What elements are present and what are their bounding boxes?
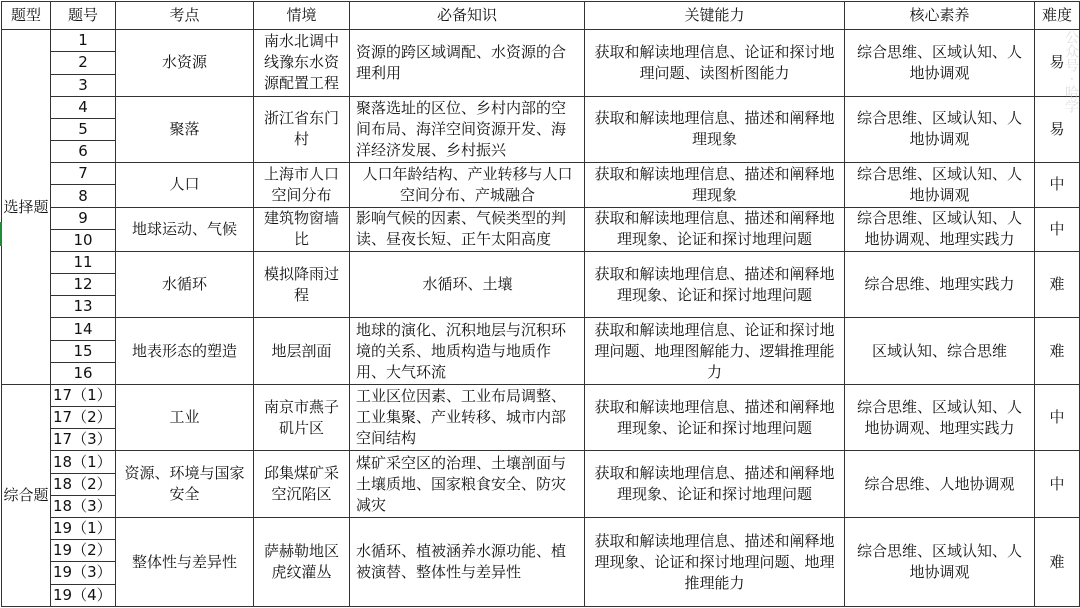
literacy-cell: 综合思维、区域认知、人地协调观、地理实践力	[845, 207, 1035, 251]
question-number: 18（3）	[51, 495, 116, 517]
topic-cell: 聚落	[116, 96, 254, 163]
question-number: 17（1）	[51, 384, 116, 406]
context-cell: 南水北调中线豫东水资源配置工程	[254, 30, 350, 97]
ability-cell: 获取和解读地理信息、描述和阐释地理现象、论证和探讨地理问题、地理推理能力	[585, 518, 845, 607]
knowledge-cell: 地球的演化、沉积地层与沉积环境的关系、地质构造与地质作用、大气环流	[350, 318, 585, 385]
topic-cell: 资源、环境与国家安全	[116, 451, 254, 518]
topic-cell: 水循环	[116, 251, 254, 318]
literacy-cell: 综合思维、区域认知、人地协调观	[845, 96, 1035, 163]
question-type-choice: 选择题	[2, 30, 51, 385]
table-row	[2, 451, 1080, 473]
question-number: 18（1）	[51, 451, 116, 473]
exam-analysis-table	[1, 1, 1080, 607]
question-number: 8	[51, 185, 116, 207]
ability-cell: 获取和解读地理信息、描述和阐释地理现象、论证和探讨地理问题	[585, 251, 845, 318]
question-number: 17（3）	[51, 429, 116, 451]
ability-cell: 获取和解读地理信息、论证和探讨地理问题、地理图解能力、逻辑推理能力	[585, 318, 845, 385]
table-row	[2, 163, 1080, 185]
question-number: 19（2）	[51, 540, 116, 562]
question-number: 17（2）	[51, 407, 116, 429]
topic-cell: 地表形态的塑造	[116, 318, 254, 385]
topic-cell: 整体性与差异性	[116, 518, 254, 607]
ability-cell: 获取和解读地理信息、描述和阐释地理现象、论证和探讨地理问题	[585, 384, 845, 451]
difficulty-cell: 难	[1035, 251, 1080, 318]
difficulty-cell: 中	[1035, 384, 1080, 451]
question-number: 4	[51, 96, 116, 118]
difficulty-cell: 中	[1035, 163, 1080, 207]
difficulty-cell: 中	[1035, 207, 1080, 251]
literacy-cell: 区域认知、综合思维	[845, 318, 1035, 385]
question-number: 11	[51, 251, 116, 273]
knowledge-cell: 煤矿采空区的治理、土壤剖面与土壤质地、国家粮食安全、防灾减灾	[350, 451, 585, 518]
difficulty-cell: 难	[1035, 518, 1080, 607]
context-cell: 南京市燕子矶片区	[254, 384, 350, 451]
table-row	[2, 30, 1080, 52]
question-number: 12	[51, 274, 116, 296]
difficulty-cell: 易	[1035, 30, 1080, 97]
topic-cell: 工业	[116, 384, 254, 451]
question-number: 19（3）	[51, 562, 116, 584]
question-number: 5	[51, 118, 116, 140]
question-number: 15	[51, 340, 116, 362]
header-literacy: 核心素养	[845, 2, 1035, 30]
question-number: 9	[51, 207, 116, 229]
topic-cell: 水资源	[116, 30, 254, 97]
header-number: 题号	[51, 2, 116, 30]
table-row	[2, 96, 1080, 118]
question-number: 19（4）	[51, 584, 116, 606]
header-context: 情境	[254, 2, 350, 30]
table-row	[2, 251, 1080, 273]
question-number: 14	[51, 318, 116, 340]
literacy-cell: 综合思维、区域认知、人地协调观、地理实践力	[845, 384, 1035, 451]
knowledge-cell: 人口年龄结构、产业转移与人口空间分布、产城融合	[350, 163, 585, 207]
question-number: 3	[51, 74, 116, 96]
question-number: 6	[51, 141, 116, 163]
context-cell: 萨赫勒地区虎纹灌丛	[254, 518, 350, 607]
table-row	[2, 207, 1080, 229]
difficulty-cell: 中	[1035, 451, 1080, 518]
difficulty-cell: 易	[1035, 96, 1080, 163]
header-row	[2, 2, 1080, 30]
question-number: 18（2）	[51, 473, 116, 495]
literacy-cell: 综合思维、区域认知、人地协调观	[845, 163, 1035, 207]
literacy-cell: 综合思维、人地协调观	[845, 451, 1035, 518]
question-number: 7	[51, 163, 116, 185]
literacy-cell: 综合思维、区域认知、人地协调观	[845, 30, 1035, 97]
context-cell: 浙江省东门村	[254, 96, 350, 163]
header-type: 题型	[2, 2, 51, 30]
literacy-cell: 综合思维、地理实践力	[845, 251, 1035, 318]
topic-cell: 人口	[116, 163, 254, 207]
ability-cell: 获取和解读地理信息、描述和阐释地理现象	[585, 96, 845, 163]
table-row	[2, 318, 1080, 340]
knowledge-cell: 水循环、土壤	[350, 251, 585, 318]
question-number: 16	[51, 362, 116, 384]
difficulty-cell: 难	[1035, 318, 1080, 385]
table-row	[2, 384, 1080, 406]
table-row	[2, 518, 1080, 540]
header-difficulty: 难度	[1035, 2, 1080, 30]
header-topic: 考点	[116, 2, 254, 30]
ability-cell: 获取和解读地理信息、描述和阐释地理现象、论证和探讨地理问题	[585, 207, 845, 251]
topic-cell: 地球运动、气候	[116, 207, 254, 251]
ability-cell: 获取和解读地理信息、描述和阐释地理现象	[585, 163, 845, 207]
literacy-cell: 综合思维、区域认知、人地协调观	[845, 518, 1035, 607]
question-number: 19（1）	[51, 518, 116, 540]
question-number: 1	[51, 30, 116, 52]
knowledge-cell: 聚落选址的区位、乡村内部的空间布局、海洋空间资源开发、海洋经济发展、乡村振兴	[350, 96, 585, 163]
watermark: 公众号 · 哈学	[1063, 30, 1079, 114]
question-number: 10	[51, 229, 116, 251]
question-number: 13	[51, 296, 116, 318]
knowledge-cell: 工业区位因素、工业布局调整、工业集聚、产业转移、城市内部空间结构	[350, 384, 585, 451]
question-type-comprehensive: 综合题	[2, 384, 51, 606]
context-cell: 模拟降雨过程	[254, 251, 350, 318]
ability-cell: 获取和解读地理信息、描述和阐释地理现象、论证和探讨地理问题	[585, 451, 845, 518]
knowledge-cell: 水循环、植被涵养水源功能、植被演替、整体性与差异性	[350, 518, 585, 607]
context-cell: 邱集煤矿采空沉陷区	[254, 451, 350, 518]
question-number: 2	[51, 52, 116, 74]
context-cell: 地层剖面	[254, 318, 350, 385]
header-knowledge: 必备知识	[350, 2, 585, 30]
header-ability: 关键能力	[585, 2, 845, 30]
context-cell: 上海市人口空间分布	[254, 163, 350, 207]
context-cell: 建筑物窗墙比	[254, 207, 350, 251]
ability-cell: 获取和解读地理信息、论证和探讨地理问题、读图析图能力	[585, 30, 845, 97]
selection-edge-marker	[0, 222, 2, 246]
knowledge-cell: 影响气候的因素、气候类型的判读、昼夜长短、正午太阳高度	[350, 207, 585, 251]
knowledge-cell: 资源的跨区域调配、水资源的合理利用	[350, 30, 585, 97]
